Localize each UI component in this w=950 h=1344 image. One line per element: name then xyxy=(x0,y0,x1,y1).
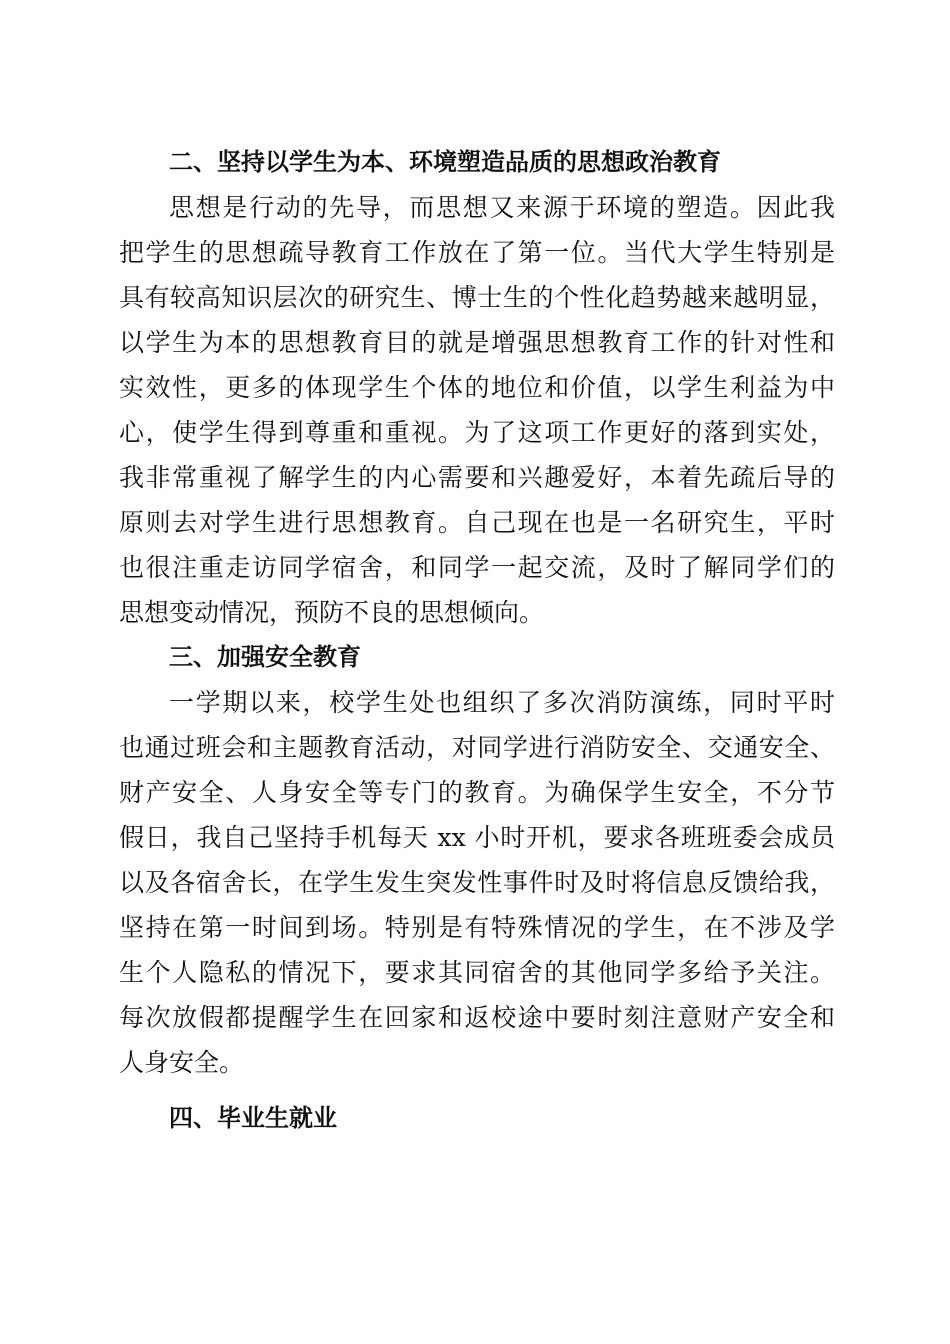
paragraph-line: 心，使学生得到尊重和重视。为了这项工作更好的落到实处， xyxy=(119,418,835,447)
paragraph-line: 我非常重视了解学生的内心需要和兴趣爱好，本着先疏后导的 xyxy=(119,463,835,492)
paragraph-line: 也很注重走访同学宿舍，和同学一起交流，及时了解同学们的 xyxy=(119,553,835,582)
paragraph-line: 实效性，更多的体现学生个体的地位和价值，以学生利益为中 xyxy=(119,373,835,402)
document-body xyxy=(119,140,835,1141)
paragraph-line: 坚持在第一时间到场。特别是有特殊情况的学生，在不涉及学 xyxy=(119,913,835,942)
paragraph-line: 思想变动情况，预防不良的思想倾向。 xyxy=(119,598,545,627)
paragraph-line: 财产安全、人身安全等专门的教育。为确保学生安全，不分节 xyxy=(119,778,835,807)
section-heading-4: 四、毕业生就业 xyxy=(169,1104,337,1132)
paragraph-line: 每次放假都提醒学生在回家和返校途中要时刻注意财产安全和 xyxy=(119,1003,835,1032)
paragraph-line: 把学生的思想疏导教育工作放在了第一位。当代大学生特别是 xyxy=(119,238,835,267)
paragraph-line: 以及各宿舍长，在学生发生突发性事件时及时将信息反馈给我， xyxy=(119,868,835,897)
section-heading-2: 二、坚持以学生为本、环境塑造品质的思想政治教育 xyxy=(169,148,721,176)
paragraph-line: 以学生为本的思想教育目的就是增强思想教育工作的针对性和 xyxy=(119,328,835,357)
paragraph-line: 人身安全。 xyxy=(119,1048,245,1077)
paragraph-line: 一学期以来，校学生处也组织了多次消防演练，同时平时 xyxy=(169,688,835,717)
paragraph-line: 也通过班会和主题教育活动，对同学进行消防安全、交通安全、 xyxy=(119,733,835,762)
section-heading-3: 三、加强安全教育 xyxy=(169,643,361,671)
paragraph-line: 假日，我自己坚持手机每天 xx 小时开机，要求各班班委会成员 xyxy=(119,823,835,852)
paragraph-line: 具有较高知识层次的研究生、博士生的个性化趋势越来越明显， xyxy=(119,283,835,312)
paragraph-line: 原则去对学生进行思想教育。自己现在也是一名研究生，平时 xyxy=(119,508,835,537)
paragraph-line: 生个人隐私的情况下，要求其同宿舍的其他同学多给予关注。 xyxy=(119,958,835,987)
paragraph-line: 思想是行动的先导，而思想又来源于环境的塑造。因此我 xyxy=(169,193,835,222)
